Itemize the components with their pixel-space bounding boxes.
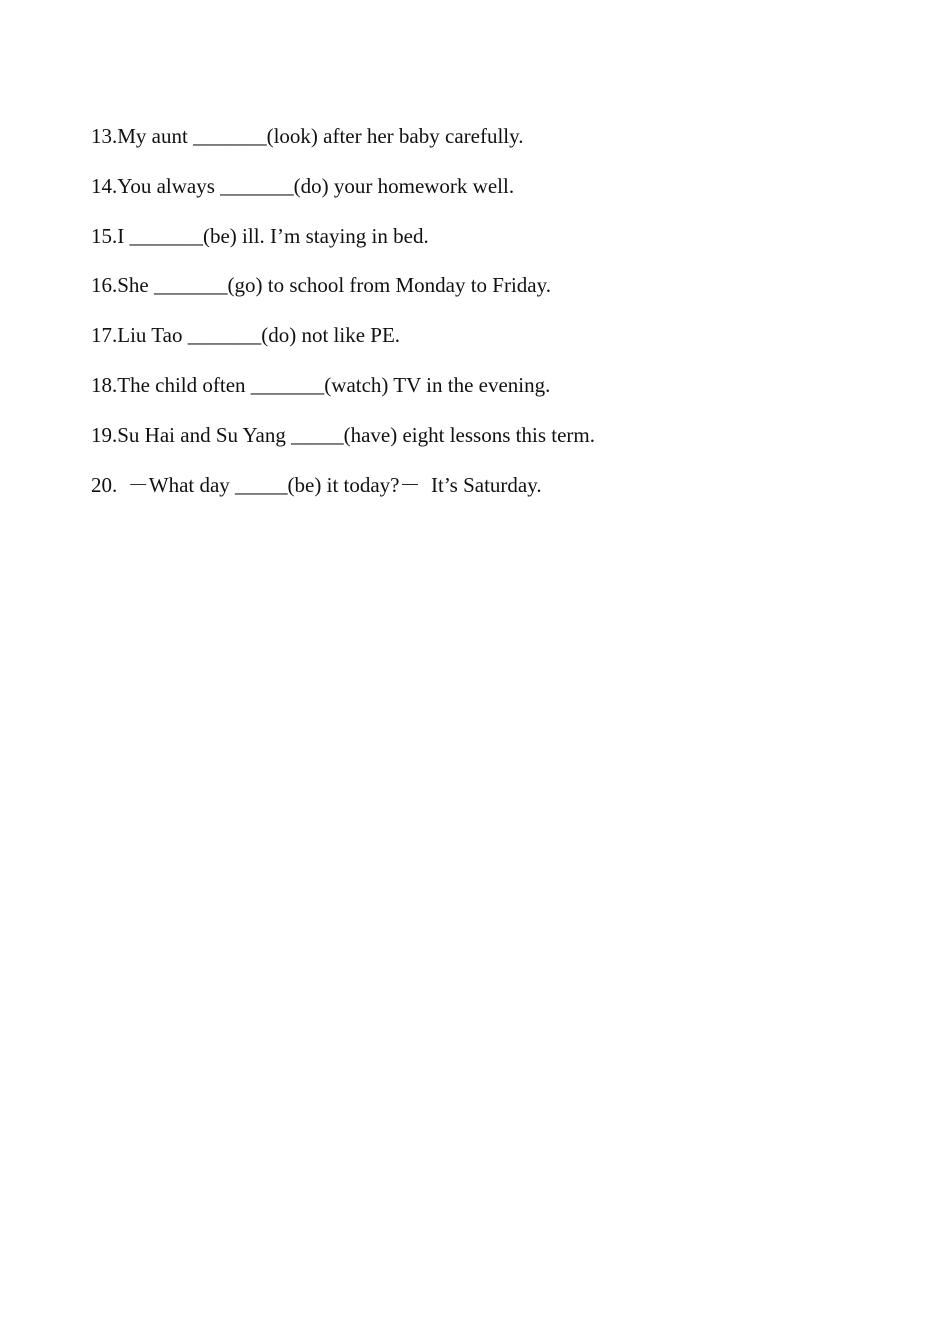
question-18: 18.The child often _______(watch) TV in the evening. [91,372,551,397]
question-15: 15.I _______(be) ill. I’m staying in bed. [91,223,429,248]
question-17: 17.Liu Tao _______(do) not like PE. [91,323,401,348]
question-14: 14.You always _______(do) your homework well. [91,173,515,198]
question-13: 13.My aunt _______(look) after her baby carefully. [91,124,524,148]
question-19: 19.Su Hai and Su Yang _____(have) eight lessons this term. [91,422,595,447]
question-20: 20. －What day _____(be) it today?－ It’s Saturday. [91,472,542,497]
question-16: 16.She _______(go) to school from Monday to Friday. [91,273,552,298]
exercise-list [91,122,871,520]
